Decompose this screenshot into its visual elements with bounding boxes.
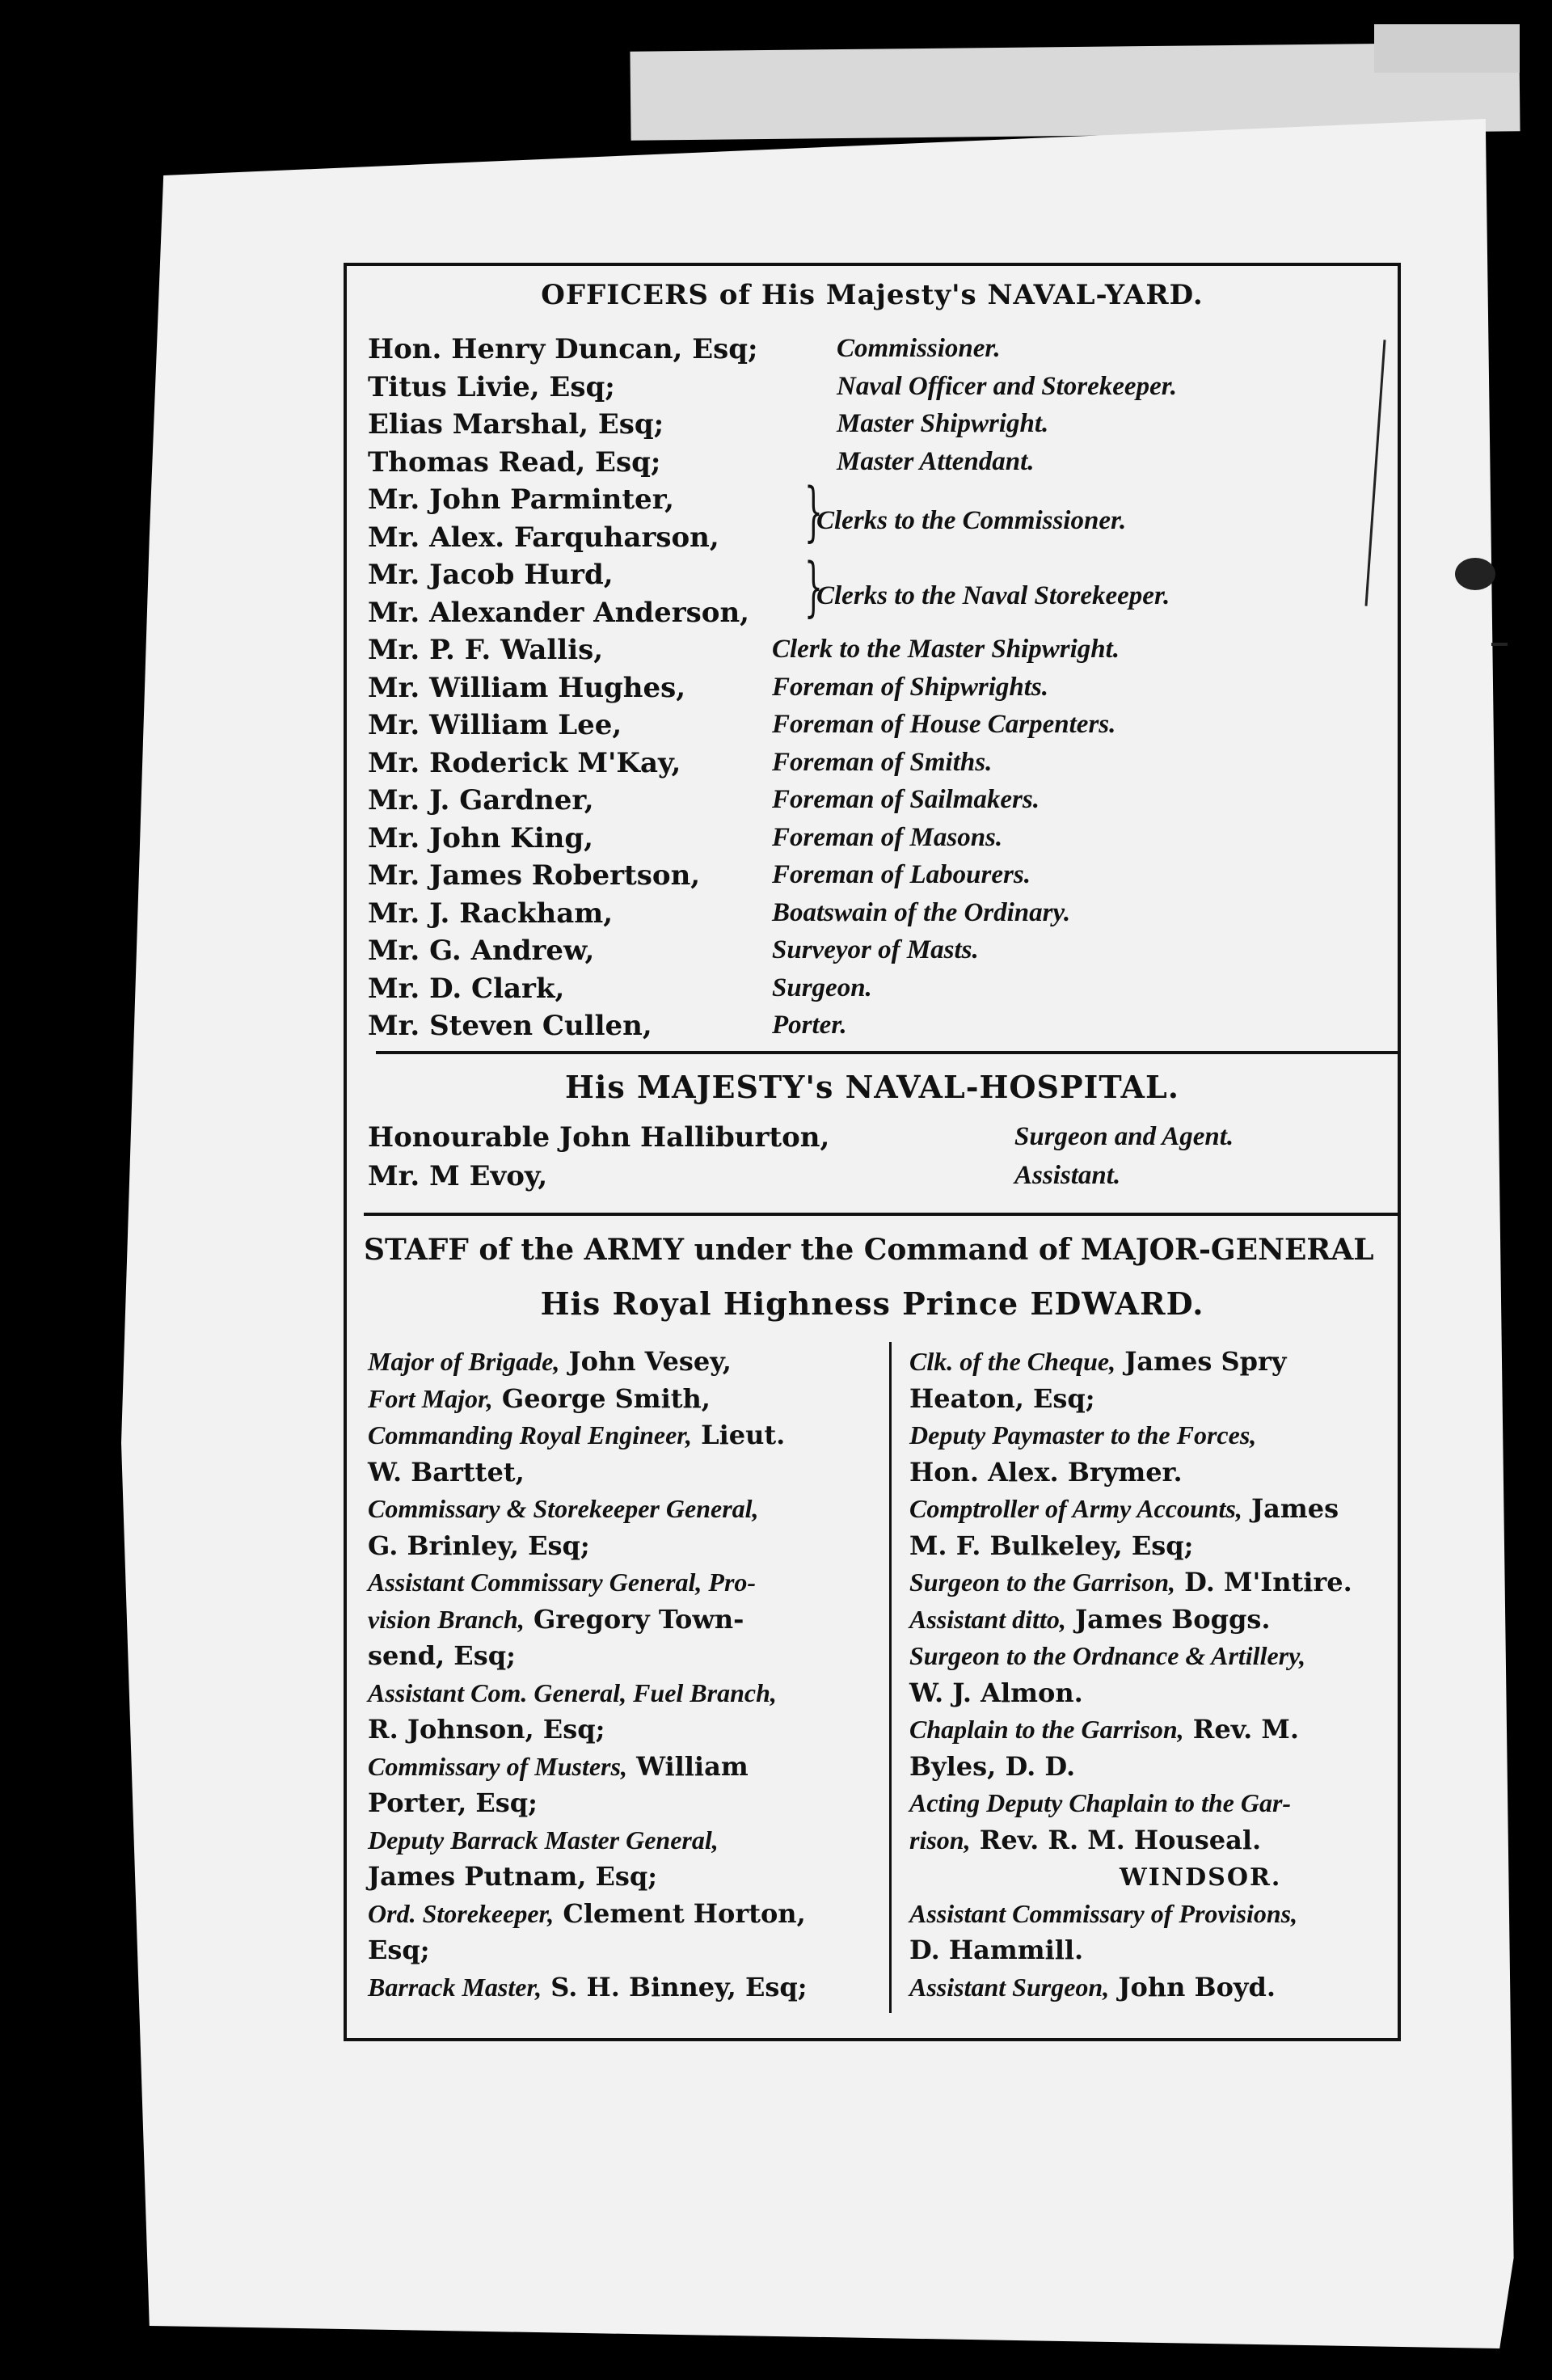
- staff-entry: [368, 1859, 657, 1895]
- divider-2: [364, 1213, 1398, 1216]
- officer-role: Boatswain of the Ordinary.: [772, 897, 1071, 927]
- staff-name: Hon. Alex. Brymer.: [909, 1456, 1183, 1488]
- officer-role: Clerks to the Naval Storekeeper.: [816, 580, 1170, 610]
- staff-name: Clement Horton,: [554, 1897, 806, 1929]
- staff-entry: [368, 1564, 756, 1601]
- staff-title: Commissary & Storekeeper General,: [368, 1494, 759, 1523]
- staff-name: D. M'Intire.: [1175, 1567, 1352, 1597]
- staff-title: Surgeon to the Garrison,: [909, 1568, 1175, 1597]
- staff-name: James Putnam, Esq;: [368, 1861, 658, 1892]
- staff-title: Comptroller of Army Accounts,: [909, 1494, 1242, 1523]
- staff-name: James Boggs.: [1065, 1603, 1271, 1635]
- staff-entry: [909, 1785, 1291, 1821]
- staff-entry: [909, 1601, 1271, 1638]
- staff-name: G. Brinley, Esq;: [368, 1530, 590, 1561]
- staff-entry: [368, 1969, 808, 2006]
- staff-name: S. H. Binney, Esq;: [542, 1971, 808, 2002]
- staff-name: W. Barttet,: [368, 1456, 525, 1488]
- officer-name: Titus Livie, Esq;: [368, 370, 615, 403]
- staff-entry: [909, 1675, 1083, 1711]
- officer-role: Naval Officer and Storekeeper.: [837, 371, 1177, 401]
- officer-role: Commissioner.: [837, 334, 1001, 363]
- brace-clerks-storekeeper: }: [804, 549, 823, 624]
- staff-entry: [368, 1675, 777, 1711]
- staff-name: James: [1242, 1493, 1339, 1524]
- staff-entry: [368, 1601, 744, 1638]
- staff-entry: [909, 1454, 1183, 1491]
- staff-title: Major of Brigade,: [368, 1347, 560, 1376]
- staff-name: Rev. M.: [1183, 1714, 1299, 1745]
- officer-name: Thomas Read, Esq;: [368, 445, 661, 479]
- staff-entry: [909, 1859, 1281, 1896]
- staff-entry: [368, 1896, 806, 1932]
- officer-role: Foreman of Sailmakers.: [772, 785, 1040, 814]
- staff-entry: [909, 1381, 1095, 1417]
- staff-title: Acting Deputy Chaplain to the Gar-: [909, 1788, 1292, 1817]
- staff-name: Rev. R. M. Houseal.: [970, 1824, 1262, 1855]
- staff-title: Chaplain to the Garrison,: [909, 1715, 1184, 1744]
- staff-entry: [368, 1381, 711, 1417]
- staff-title: Ord. Storekeeper,: [368, 1898, 555, 1928]
- staff-title: Surgeon to the Ordnance & Artillery,: [909, 1641, 1306, 1670]
- staff-entry: [909, 1711, 1299, 1748]
- officer-role: Foreman of Masons.: [772, 822, 1003, 852]
- staff-name: John Vesey,: [559, 1346, 732, 1377]
- staff-name: William: [626, 1750, 749, 1782]
- staff-name: W. J. Almon.: [909, 1677, 1083, 1708]
- officer-role: Foreman of Shipwrights.: [772, 672, 1049, 702]
- staff-name: James Spry: [1116, 1346, 1287, 1377]
- staff-entry: [909, 1749, 1075, 1785]
- staff-entry: [368, 1749, 749, 1785]
- staff-entry: [368, 1822, 719, 1859]
- staff-name: Gregory Town-: [524, 1603, 744, 1635]
- staff-entry: [909, 1932, 1083, 1969]
- officer-role: Master Attendant.: [837, 446, 1035, 476]
- officer-role: Foreman of Labourers.: [772, 860, 1031, 889]
- staff-title: Fort Major,: [368, 1383, 493, 1413]
- officer-name: Mr. J. Gardner,: [368, 784, 594, 817]
- staff-entry: [909, 1417, 1256, 1454]
- officer-name: Mr. John Parminter,: [368, 483, 674, 516]
- staff-name: D. Hammill.: [909, 1935, 1084, 1965]
- ink-blot: [1455, 558, 1495, 590]
- staff-entry: [909, 1344, 1286, 1380]
- officer-role: Foreman of Smiths.: [772, 747, 993, 777]
- divider-1: [376, 1051, 1398, 1054]
- officer-role: Foreman of House Carpenters.: [772, 710, 1116, 739]
- officer-role: Master Shipwright.: [837, 409, 1049, 438]
- officer-name: Mr. John King,: [368, 821, 593, 855]
- hospital-name: Mr. M Evoy,: [368, 1160, 548, 1192]
- staff-title: Deputy Paymaster to the Forces,: [909, 1420, 1257, 1450]
- officer-name: Mr. Roderick M'Kay,: [368, 746, 681, 779]
- margin-dash: [1491, 643, 1508, 646]
- staff-entry: [368, 1785, 538, 1821]
- staff-name: R. Johnson, Esq;: [368, 1714, 605, 1745]
- staff-title: Clk. of the Cheque,: [909, 1347, 1116, 1376]
- staff-name: send, Esq;: [368, 1640, 516, 1671]
- staff-entry: [909, 1896, 1297, 1932]
- officer-name: Mr. Steven Cullen,: [368, 1010, 652, 1042]
- staff-title: Barrack Master,: [368, 1972, 542, 2002]
- staff-name: Heaton, Esq;: [909, 1382, 1095, 1414]
- column-divider: [889, 1342, 892, 2013]
- staff-entry: [368, 1454, 525, 1491]
- officer-name: Mr. J. Rackham,: [368, 897, 614, 930]
- staff-name: M. F. Bulkeley, Esq;: [909, 1530, 1194, 1561]
- officer-name: Elias Marshal, Esq;: [368, 408, 664, 441]
- officer-name: Hon. Henry Duncan, Esq;: [368, 333, 758, 365]
- staff-title: Deputy Barrack Master General,: [368, 1825, 719, 1855]
- brace-clerks-commissioner: }: [804, 474, 823, 549]
- officer-name: Mr. Alex. Farquharson,: [368, 521, 719, 554]
- army-title-line1: STAFF of the ARMY under the Command of MAJOR-GENERAL: [364, 1233, 1374, 1267]
- staff-name: John Boyd.: [1109, 1971, 1276, 2002]
- staff-entry: [368, 1638, 516, 1674]
- officer-name: Mr. William Lee,: [368, 709, 622, 741]
- army-title-line2: His Royal Highness Prince EDWARD.: [540, 1285, 1204, 1322]
- staff-entry: [909, 1638, 1305, 1674]
- officer-name: Mr. G. Andrew,: [368, 935, 595, 967]
- staff-entry: [368, 1932, 430, 1969]
- hospital-title: His MAJESTY's NAVAL-HOSPITAL.: [565, 1069, 1179, 1105]
- officer-name: Mr. Jacob Hurd,: [368, 559, 614, 591]
- officer-role: Porter.: [772, 1011, 847, 1040]
- staff-entry: [368, 1491, 759, 1527]
- officer-name: Mr. Alexander Anderson,: [368, 596, 749, 629]
- hospital-role: Surgeon and Agent.: [1014, 1122, 1234, 1151]
- staff-name: Lieut.: [691, 1420, 786, 1450]
- staff-name: Byles, D. D.: [909, 1750, 1076, 1782]
- staff-title: vision Branch,: [368, 1604, 525, 1634]
- staff-entry: [909, 1969, 1276, 2006]
- staff-name: WINDSOR.: [1120, 1863, 1282, 1892]
- staff-title: Assistant ditto,: [909, 1604, 1066, 1634]
- back-sheet-corner: [1374, 24, 1520, 73]
- staff-entry: [368, 1344, 732, 1380]
- staff-title: Commissary of Musters,: [368, 1751, 627, 1781]
- staff-entry: [909, 1564, 1352, 1601]
- staff-title: Assistant Commissary of Provisions,: [909, 1898, 1298, 1928]
- staff-title: Assistant Com. General, Fuel Branch,: [368, 1677, 777, 1707]
- staff-entry: [368, 1711, 605, 1748]
- officer-name: Mr. James Robertson,: [368, 859, 701, 892]
- hospital-name: Honourable John Halliburton,: [368, 1121, 830, 1154]
- staff-entry: [909, 1822, 1261, 1859]
- naval-yard-title: OFFICERS of His Majesty's NAVAL-YARD.: [541, 279, 1204, 311]
- staff-entry: [368, 1528, 590, 1564]
- staff-title: Assistant Commissary General, Pro-: [368, 1568, 757, 1597]
- staff-title: Commanding Royal Engineer,: [368, 1420, 692, 1450]
- hospital-role: Assistant.: [1014, 1161, 1121, 1190]
- officer-role: Clerks to the Commissioner.: [816, 505, 1127, 535]
- officer-name: Mr. D. Clark,: [368, 972, 565, 1005]
- staff-name: Esq;: [368, 1935, 430, 1965]
- officer-role: Surveyor of Masts.: [772, 935, 979, 964]
- officer-name: Mr. William Hughes,: [368, 671, 686, 704]
- staff-entry: [368, 1417, 785, 1454]
- staff-name: George Smith,: [492, 1382, 711, 1414]
- staff-name: Porter, Esq;: [368, 1787, 538, 1818]
- officer-role: Clerk to the Master Shipwright.: [772, 635, 1120, 664]
- staff-entry: [909, 1491, 1339, 1527]
- staff-entry: [909, 1528, 1193, 1564]
- officer-name: Mr. P. F. Wallis,: [368, 634, 604, 666]
- staff-title: rison,: [909, 1825, 971, 1855]
- staff-title: Assistant Surgeon,: [909, 1972, 1110, 2002]
- officer-role: Surgeon.: [772, 973, 872, 1002]
